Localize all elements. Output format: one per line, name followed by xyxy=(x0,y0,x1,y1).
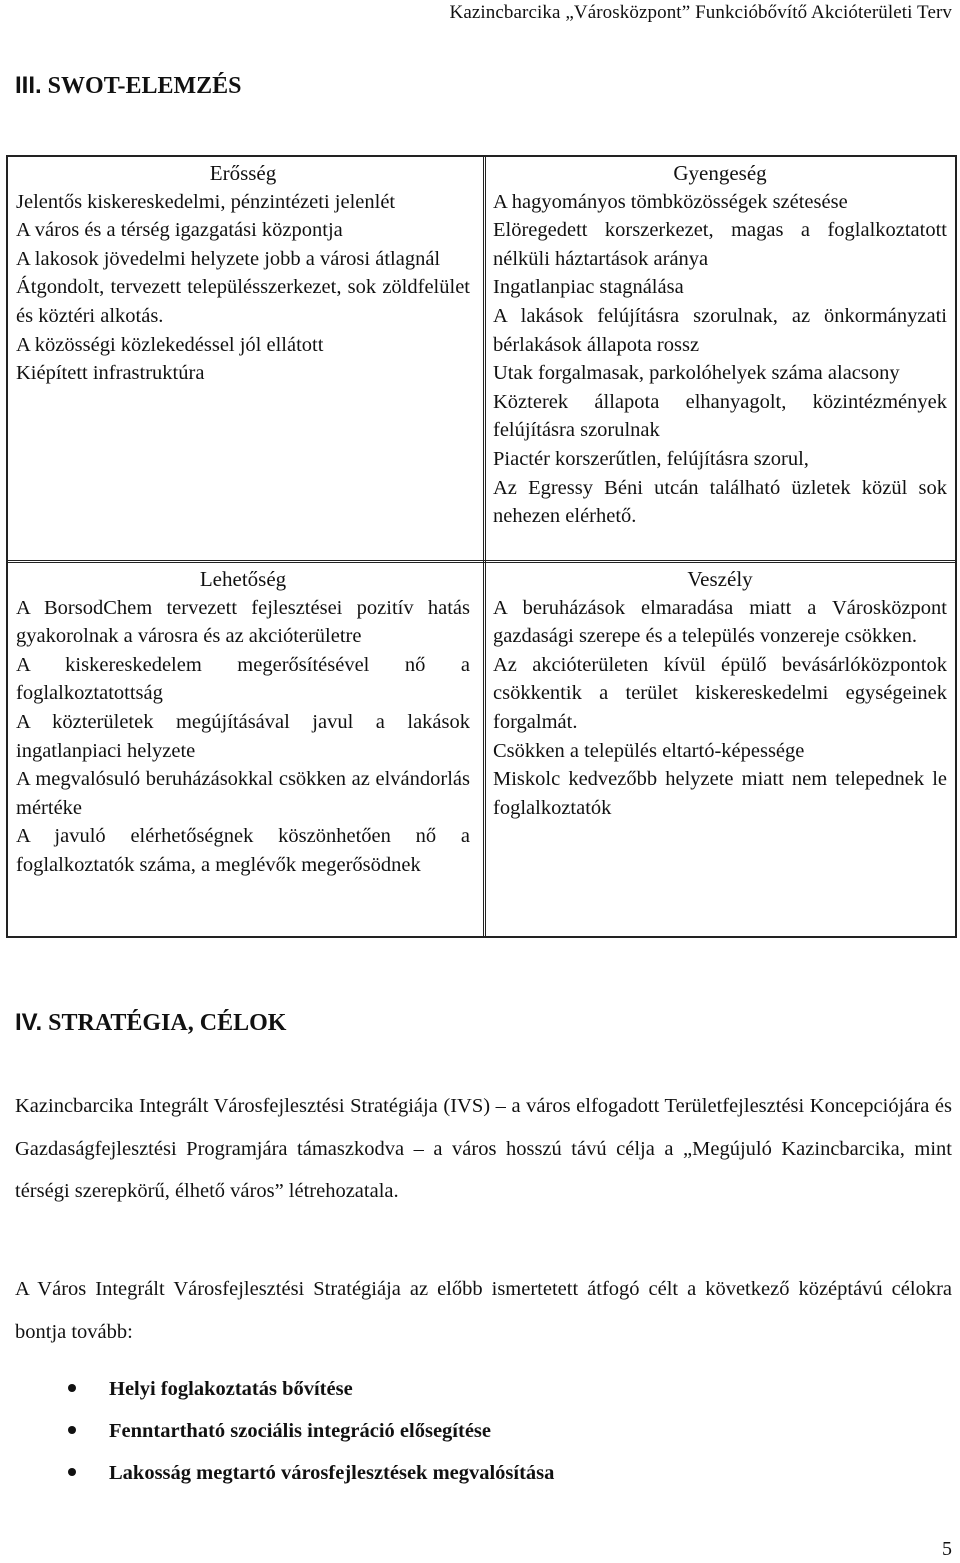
weakness-item: A lakások felújításra szorulnak, az önkormányzati bérlakások állapota rossz xyxy=(493,304,947,356)
opportunity-item: A BorsodChem tervezett fejlesztései pozitív hatás gyakorolnak a városra és az akcióterületre xyxy=(16,596,470,648)
swot-section-title xyxy=(15,72,242,100)
section-title-text: STRATÉGIA, CÉLOK xyxy=(48,1010,287,1036)
swot-table xyxy=(6,155,957,938)
threat-item: A beruházások elmaradása miatt a Városközpont gazdasági szerepe és a település vonzereje csökken. xyxy=(493,596,947,648)
weakness-item: Utak forgalmasak, parkolóhelyek száma alacsony xyxy=(493,362,900,385)
opportunity-item: A kiskereskedelem megerősítésével nő a foglalkoztatottság xyxy=(16,653,470,705)
goal-label: Helyi foglakoztatás bővítése xyxy=(109,1378,353,1400)
threat-item: Miskolc kedvezőbb helyzete miatt nem telepednek le foglalkoztatók xyxy=(493,768,947,819)
weakness-item: Az Egressy Béni utcán található üzletek közül sok nehezen elérhető. xyxy=(493,476,947,528)
column-divider xyxy=(483,156,486,937)
threat-item: Az akcióterületen kívül épülő bevásárlóközpontok csökkentik a terület kiskereskedelmi egységeinek forgalmát. xyxy=(493,653,947,733)
weaknesses-cell xyxy=(493,159,947,531)
threats-heading: Veszély xyxy=(687,567,753,591)
strength-item: A város és a térség igazgatási központja xyxy=(16,219,343,242)
section-title-text: SWOT-ELEMZÉS xyxy=(47,73,242,99)
strength-item: A lakosok jövedelmi helyzete jobb a városi átlagnál xyxy=(16,247,441,270)
opportunities-cell xyxy=(16,565,470,880)
strengths-heading: Erősség xyxy=(209,161,277,185)
bullet-icon xyxy=(68,1426,76,1434)
opportunity-item: A közterületek megújításával javul a lakások ingatlanpiaci helyzete xyxy=(16,710,470,762)
goal-item xyxy=(0,1452,960,1494)
opportunity-item: A megvalósuló beruházásokkal csökken az elvándorlás mértéke xyxy=(16,768,470,819)
strength-item: Jelentős kiskereskedelmi, pénzintézeti jelenlét xyxy=(16,190,396,213)
running-header: Kazincbarcika „Városközpont” Funkcióbővítő Akcióterületi Terv xyxy=(449,2,952,23)
section-number: III. xyxy=(15,72,42,99)
section-number: IV. xyxy=(15,1009,43,1036)
bullet-icon xyxy=(68,1384,76,1392)
strategy-paragraph: Kazincbarcika Integrált Városfejlesztési Stratégiája (IVS) – a város elfogadott Területfejlesztési Koncepciójára és Gazdaságfejlesztési Programjára támaszkodva – a város hosszú távú célja a „Megújuló Kazincbarcika, mint térségi szerepkörű, élhető város” létrehozatala. xyxy=(15,1095,952,1202)
weakness-item: Piactér korszerűtlen, felújításra szorul, xyxy=(493,447,809,470)
threats-cell xyxy=(493,565,947,822)
strength-item: Kiépített infrastruktúra xyxy=(16,362,205,385)
goal-label: Lakosság megtartó városfejlesztések megvalósítása xyxy=(109,1462,555,1484)
weakness-item: Ingatlanpiac stagnálása xyxy=(493,276,684,299)
opportunity-item: A javuló elérhetőségnek köszönhetően nő a foglalkoztatók száma, a meglévők megerősödnek xyxy=(16,825,470,876)
goal-item xyxy=(0,1410,960,1452)
opportunities-heading: Lehetőség xyxy=(199,567,287,591)
goal-label: Fenntartható szociális integráció elősegítése xyxy=(109,1420,492,1442)
weakness-item: A hagyományos tömbközösségek szétesése xyxy=(493,190,848,213)
bullet-icon xyxy=(68,1468,76,1476)
row-divider xyxy=(7,560,956,563)
weakness-item: Elöregedett korszerkezet, magas a foglalkoztatott nélküli háztartások aránya xyxy=(493,219,947,270)
goal-item xyxy=(0,1368,960,1410)
weakness-item: Közterek állapota elhanyagolt, közintézmények felújításra szorulnak xyxy=(493,390,947,442)
strengths-cell xyxy=(16,159,470,388)
threat-item: Csökken a település eltartó-képessége xyxy=(493,739,805,762)
strategy-paragraph: A Város Integrált Városfejlesztési Stratégiája az előbb ismertetett átfogó célt a következő középtávú célokra bontja tovább: xyxy=(15,1278,952,1343)
strength-item: Átgondolt, tervezett településszerkezet, sok zöldfelület és köztéri alkotás. xyxy=(16,276,470,327)
strength-item: A közösségi közlekedéssel jól ellátott xyxy=(16,333,324,356)
page-number: 5 xyxy=(942,1538,952,1560)
weaknesses-heading: Gyengeség xyxy=(673,161,767,185)
strategy-section-title xyxy=(15,1009,286,1037)
goals-list xyxy=(0,1368,960,1494)
